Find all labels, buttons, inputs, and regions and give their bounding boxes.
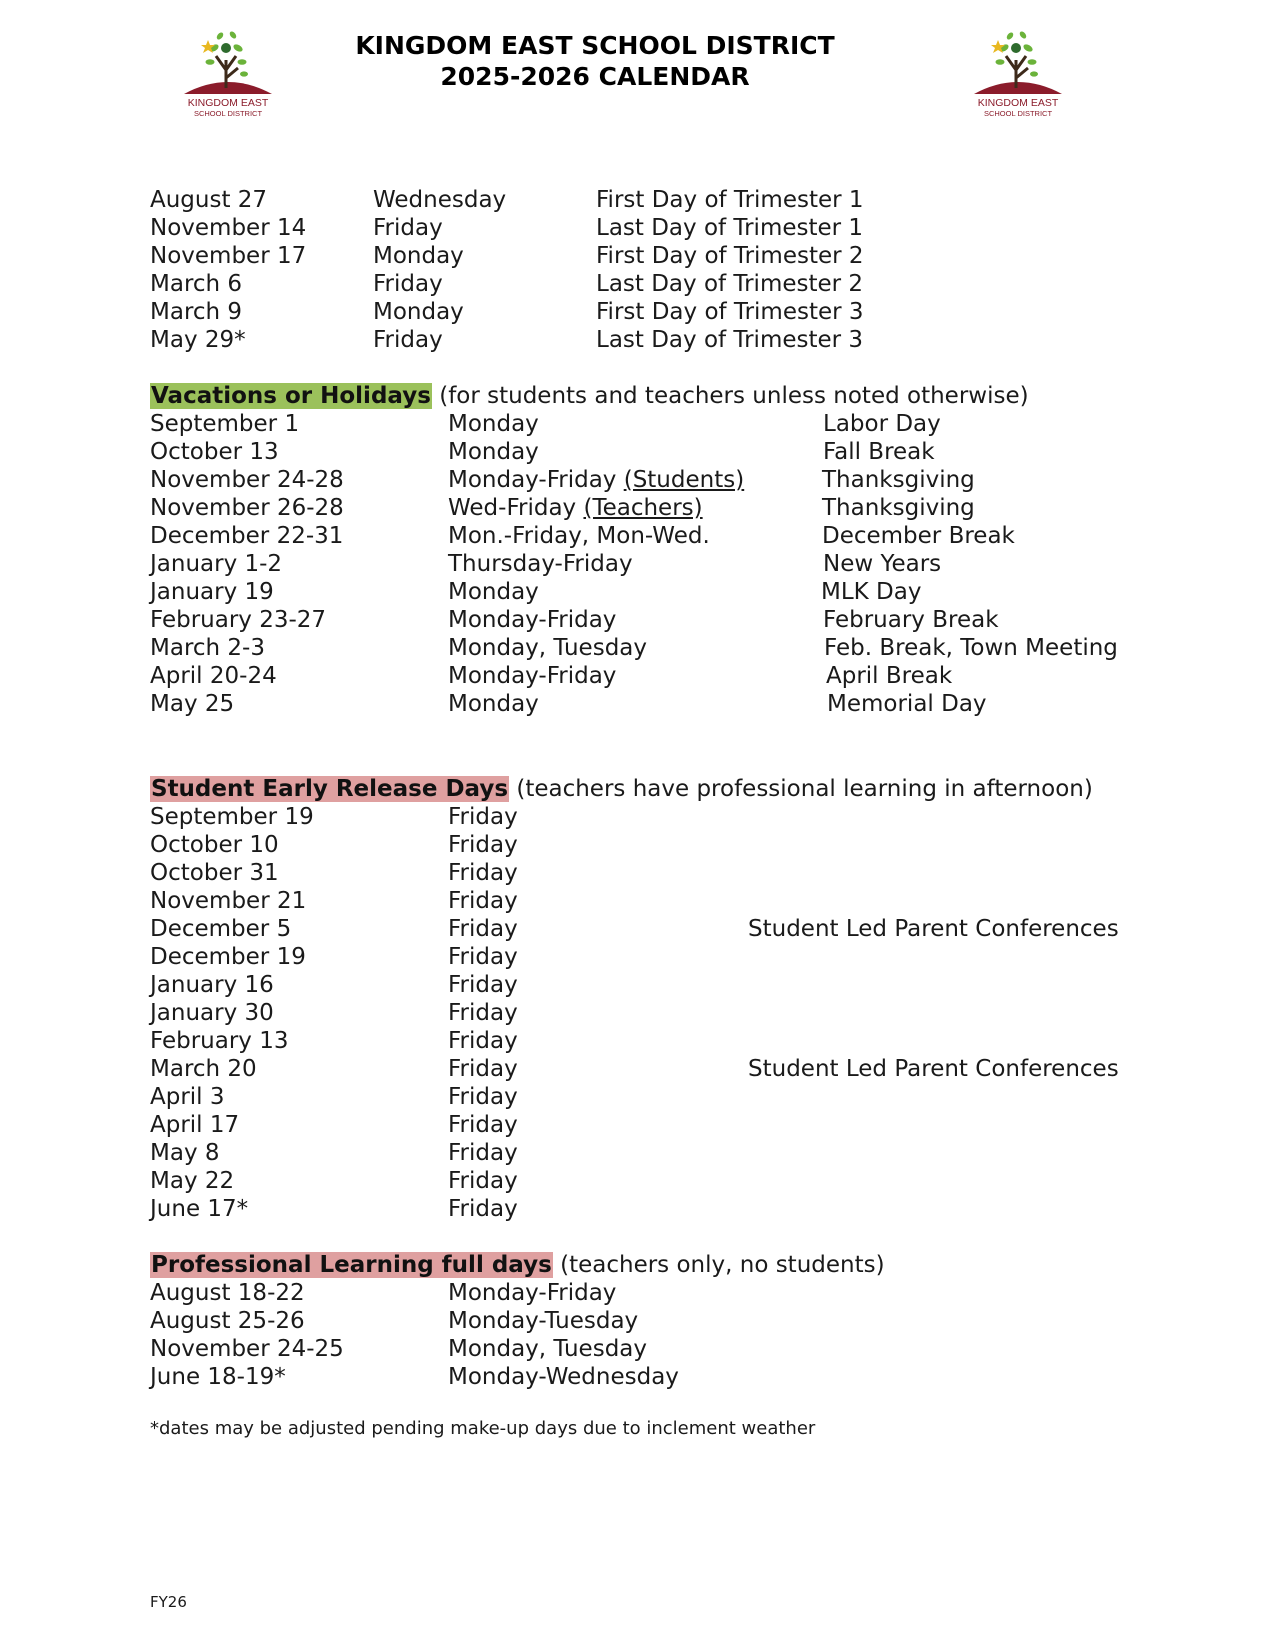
release-date: April 3 <box>150 1084 225 1110</box>
trimester-event: First Day of Trimester 3 <box>596 299 864 325</box>
trimester-event: Last Day of Trimester 1 <box>596 215 864 241</box>
vacation-date: January 19 <box>150 579 274 605</box>
vacation-event: Labor Day <box>823 411 941 437</box>
page-subtitle: 2025-2026 CALENDAR <box>440 62 750 91</box>
trimester-day: Wednesday <box>373 187 507 213</box>
release-date: March 20 <box>150 1056 257 1082</box>
release-day: Friday <box>448 1056 518 1082</box>
release-date: June 17* <box>150 1196 249 1222</box>
trimester-date: November 14 <box>150 215 307 241</box>
page-title: KINGDOM EAST SCHOOL DISTRICT <box>355 31 835 60</box>
vacation-event: Fall Break <box>823 439 935 465</box>
pl-date: August 25-26 <box>150 1308 305 1334</box>
trimester-event: Last Day of Trimester 3 <box>596 327 864 353</box>
pl-day: Monday, Tuesday <box>448 1336 647 1362</box>
vacation-day-group: (Teachers) <box>583 495 703 521</box>
vacation-event: Feb. Break, Town Meeting <box>824 635 1118 661</box>
trimester-day: Friday <box>373 327 443 353</box>
vacation-date: November 24-28 <box>150 467 344 493</box>
trimester-day: Friday <box>373 215 443 241</box>
pl-day: Monday-Friday <box>448 1280 617 1306</box>
pl-date: November 24-25 <box>150 1336 344 1362</box>
early-release-note: (teachers have professional learning in afternoon) <box>509 776 1093 802</box>
release-note: Student Led Parent Conferences <box>748 916 1119 942</box>
trimester-day: Friday <box>373 271 443 297</box>
vacations-heading-row <box>150 381 1029 411</box>
vacation-date: April 20-24 <box>150 663 277 689</box>
vacation-date: December 22-31 <box>150 523 344 549</box>
pl-heading-row <box>150 1250 885 1280</box>
release-date: September 19 <box>150 804 314 830</box>
vacation-event: December Break <box>822 523 1015 549</box>
release-day: Friday <box>448 1168 518 1194</box>
vacation-day-text: Wed-Friday <box>448 495 584 521</box>
release-day: Friday <box>448 972 518 998</box>
trimester-date: November 17 <box>150 243 307 269</box>
vacation-day <box>448 494 703 522</box>
tree-logo-icon <box>970 26 1066 98</box>
release-date: May 8 <box>150 1140 220 1166</box>
release-day: Friday <box>448 888 518 914</box>
vacations-heading: Vacations or Holidays <box>151 383 431 409</box>
trimester-event: First Day of Trimester 1 <box>596 187 864 213</box>
vacation-day-group: (Students) <box>623 467 745 493</box>
vacation-date: November 26-28 <box>150 495 344 521</box>
release-day: Friday <box>448 916 518 942</box>
vacation-date: May 25 <box>150 691 235 717</box>
vacation-day: Monday-Friday <box>448 607 617 633</box>
release-day: Friday <box>448 944 518 970</box>
trimester-day: Monday <box>373 243 464 269</box>
vacation-event: MLK Day <box>821 579 922 605</box>
release-day: Friday <box>448 1028 518 1054</box>
weather-footnote: *dates may be adjusted pending make-up days due to inclement weather <box>150 1418 816 1439</box>
district-logo-right <box>970 26 1066 122</box>
vacation-date: February 23-27 <box>150 607 327 633</box>
vacation-event: Memorial Day <box>827 691 987 717</box>
trimester-date: May 29* <box>150 327 246 353</box>
pl-date: June 18-19* <box>150 1364 286 1390</box>
vacation-event: Thanksgiving <box>822 467 975 493</box>
trimester-date: August 27 <box>150 187 268 213</box>
release-day: Friday <box>448 1140 518 1166</box>
logo-line-1: KINGDOM EAST <box>187 97 269 109</box>
pl-date: August 18-22 <box>150 1280 305 1306</box>
pl-day: Monday-Tuesday <box>448 1308 639 1334</box>
page-header <box>300 30 890 92</box>
trimester-date: March 6 <box>150 271 243 297</box>
release-date: November 21 <box>150 888 307 914</box>
release-date: January 16 <box>150 972 274 998</box>
pl-day: Monday-Wednesday <box>448 1364 679 1390</box>
release-date: October 31 <box>150 860 279 886</box>
fiscal-year-code: FY26 <box>150 1593 187 1611</box>
pl-heading: Professional Learning full days <box>151 1252 552 1278</box>
logo-line-2: SCHOOL DISTRICT <box>983 109 1053 118</box>
vacation-event: Thanksgiving <box>822 495 975 521</box>
logo-line-2: SCHOOL DISTRICT <box>193 109 263 118</box>
trimester-day: Monday <box>373 299 464 325</box>
release-date: January 30 <box>150 1000 274 1026</box>
trimester-event: Last Day of Trimester 2 <box>596 271 864 297</box>
release-day: Friday <box>448 832 518 858</box>
pl-note: (teachers only, no students) <box>552 1252 885 1278</box>
early-release-heading: Student Early Release Days <box>151 776 509 802</box>
vacation-event: February Break <box>823 607 999 633</box>
release-date: April 17 <box>150 1112 240 1138</box>
vacation-day-text: Monday-Friday <box>448 467 624 493</box>
release-date: October 10 <box>150 832 279 858</box>
trimester-date: March 9 <box>150 299 243 325</box>
release-date: May 22 <box>150 1168 235 1194</box>
release-day: Friday <box>448 860 518 886</box>
release-date: December 19 <box>150 944 306 970</box>
release-day: Friday <box>448 1112 518 1138</box>
vacation-date: March 2-3 <box>150 635 265 661</box>
vacation-event: New Years <box>823 551 942 577</box>
logo-line-1: KINGDOM EAST <box>977 97 1059 109</box>
vacation-day <box>448 466 744 494</box>
early-release-heading-row <box>150 774 1093 804</box>
vacation-day: Monday <box>448 691 539 717</box>
vacation-event: April Break <box>826 663 953 689</box>
vacation-day: Monday <box>448 439 539 465</box>
vacation-day: Mon.-Friday, Mon-Wed. <box>448 523 710 549</box>
tree-logo-icon <box>180 26 276 98</box>
vacation-day: Monday, Tuesday <box>448 635 647 661</box>
vacation-day: Monday <box>448 579 539 605</box>
release-note: Student Led Parent Conferences <box>748 1056 1119 1082</box>
vacation-date: January 1-2 <box>150 551 283 577</box>
release-date: December 5 <box>150 916 292 942</box>
district-logo-left <box>180 26 276 122</box>
vacation-day: Thursday-Friday <box>448 551 633 577</box>
vacation-date: October 13 <box>150 439 279 465</box>
release-day: Friday <box>448 1196 518 1222</box>
trimester-event: First Day of Trimester 2 <box>596 243 864 269</box>
release-day: Friday <box>448 1084 518 1110</box>
vacations-note: (for students and teachers unless noted otherwise) <box>431 383 1029 409</box>
release-day: Friday <box>448 804 518 830</box>
vacation-day: Monday <box>448 411 539 437</box>
release-day: Friday <box>448 1000 518 1026</box>
vacation-day: Monday-Friday <box>448 663 617 689</box>
vacation-date: September 1 <box>150 411 300 437</box>
release-date: February 13 <box>150 1028 289 1054</box>
